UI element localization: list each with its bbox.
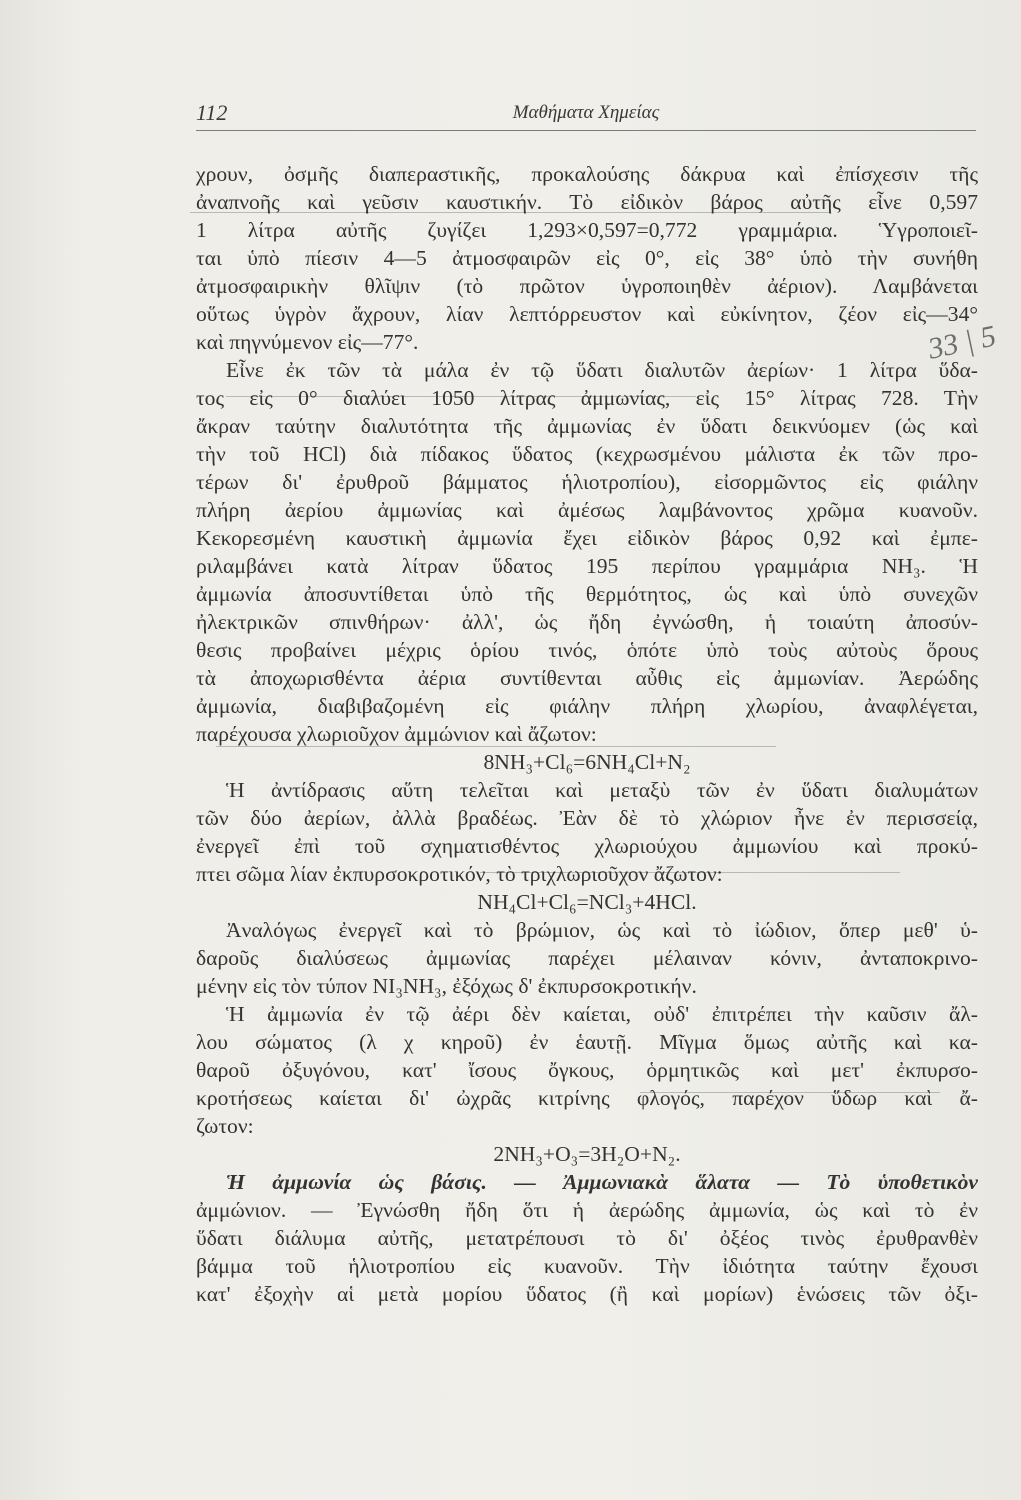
text-line: τέρων δι' ἐρυθροῦ βάμματος ἡλιοτροπίου), εἰσορμῶντος εἰς φιάλην <box>196 470 978 494</box>
body-text <box>196 160 978 1308</box>
text-line: πτει σῶμα λίαν ἐκπυρσοκροτικόν, τὸ τριχλωριοῦχον ἄζωτον: <box>196 862 723 886</box>
equation-line: 8NH₃+Cl₆=6NH₄Cl+N₂ <box>483 750 691 774</box>
page-header <box>196 96 976 131</box>
text-line: τῶν δύο ἀερίων, ἀλλὰ βραδέως. Ἐὰν δὲ τὸ χλώριον ἦνε ἐν περισσείᾳ, <box>196 806 978 830</box>
text-line: κροτήσεως καίεται δι' ὠχρᾶς κιτρίνης φλογός, παρέχον ὕδωρ καὶ ἄ- <box>196 1086 978 1110</box>
text-line: Εἶνε ἐκ τῶν τὰ μάλα ἐν τῷ ὕδατι διαλυτῶν ἀερίων· 1 λίτρα ὕδα- <box>226 358 978 382</box>
text-line: τος εἰς 0° διαλύει 1050 λίτρας ἀμμωνίας, εἰς 15° λίτρας 728. Τὴν <box>196 386 978 410</box>
text-line: κατ' ἐξοχὴν αἱ μετὰ μορίου ὕδατος (ἢ καὶ μορίων) ἑνώσεις τῶν ὀξι- <box>196 1282 978 1306</box>
text-line: ζωτον: <box>196 1114 254 1138</box>
text-line: δαροῦς διαλύσεως ἀμμωνίας παρέχει μέλαιναν κόνιν, ἀνταποκρινο- <box>196 946 978 970</box>
running-title: Μαθήματα Χημείας <box>512 102 660 123</box>
text-line: ἄκραν ταύτην διαλυτότητα τῆς ἀμμωνίας ἐν ὕδατι δεικνύομεν (ὡς καὶ <box>196 414 978 438</box>
equation-line: NH₄Cl+Cl₆=NCl₃+4HCl. <box>477 890 697 914</box>
text-line: ἐνεργεῖ ἐπὶ τοῦ σχηματισθέντος χλωριούχου ἀμμωνίου καὶ προκύ- <box>196 834 978 858</box>
text-line: Κεκορεσμένη καυστικὴ ἀμμωνία ἔχει εἰδικὸν βάρος 0,92 καὶ ἐμπε- <box>196 526 978 550</box>
text-line: ἠλεκτρικῶν σπινθήρων· ἀλλ', ὡς ἤδη ἐγνώσθη, ἡ τοιαύτη ἀποσύν- <box>196 610 978 634</box>
text-line: οὕτως ὑγρὸν ἄχρουν, λίαν λεπτόρρευστον καὶ εὐκίνητον, ζέον εἰς—34° <box>196 302 978 326</box>
text-line: ὕδατι διάλυμα αὐτῆς, μετατρέπουσι τὸ δι' ὀξέος τινὸς ἐρυθρανθὲν <box>196 1226 978 1250</box>
text-line: ριλαμβάνει κατὰ λίτραν ὕδατος 195 περίπου γραμμάρια NH₃. Ἡ <box>196 554 978 578</box>
text-line: θεσις προβαίνει μέχρις ὁρίου τινός, ὁπότε ὑπὸ τοὺς αὐτοὺς ὅρους <box>196 638 978 662</box>
text-line: πλήρη ἀερίου ἀμμωνίας καὶ ἀμέσως λαμβάνοντος χρῶμα κυανοῦν. <box>196 498 978 522</box>
text-line: Ἡ ἀντίδρασις αὕτη τελεῖται καὶ μεταξὺ τῶν ἐν ὕδατι διαλυμάτων <box>226 778 978 802</box>
text-line: ἀναπνοῆς καὶ γεῦσιν καυστικήν. Τὸ εἰδικὸν βάρος αὐτῆς εἶνε 0,597 <box>196 190 978 214</box>
text-line: βάμμα τοῦ ἡλιοτροπίου εἰς κυανοῦν. Τὴν ἰδιότητα ταύτην ἔχουσι <box>196 1254 978 1278</box>
text-line: ἀμμωνία ἀποσυντίθεται ὑπὸ τῆς θερμότητος, ὡς καὶ ὑπὸ συνεχῶν <box>196 582 978 606</box>
text-line: ται ὑπὸ πίεσιν 4—5 ἀτμοσφαιρῶν εἰς 0°, εἰς 38° ὑπὸ τὴν συνήθη <box>196 246 978 270</box>
text-line: ἀτμοσφαιρικὴν θλῖψιν (τὸ πρῶτον ὑγροποιηθὲν ἀέριον). Λαμβάνεται <box>196 274 978 298</box>
text-line: τὰ ἀποχωρισθέντα ἀέρια συντίθενται αὖθις εἰς ἀμμωνίαν. Ἀερώδης <box>196 666 978 690</box>
text-line: Ἀναλόγως ἐνεργεῖ καὶ τὸ βρώμιον, ὡς καὶ τὸ ἰώδιον, ὅπερ μεθ' ὑ- <box>226 918 978 942</box>
text-line: ἀμμώνιον. — Ἐγνώσθη ἤδη ὅτι ἡ ἀερώδης ἀμμωνία, ὡς καὶ τὸ ἐν <box>196 1198 978 1222</box>
text-line: Ἡ ἀμμωνία ἐν τῷ ἀέρι δὲν καίεται, οὐδ' ἐπιτρέπει τὴν καῦσιν ἄλ- <box>226 1002 978 1026</box>
text-line: καὶ πηγνύμενον εἰς—77°. <box>196 330 419 354</box>
page-number: 112 <box>196 100 228 125</box>
text-line: θαροῦ ὀξυγόνου, κατ' ἴσους ὄγκους, ὁρμητικῶς καὶ μετ' ἐκπυρσο- <box>196 1058 978 1082</box>
text-line: μένην εἰς τὸν τύπον NI₃NH₃, ἐξόχως δ' ἐκπυρσοκροτικήν. <box>196 974 697 998</box>
text-line: ἀμμωνία, διαβιβαζομένη εἰς φιάλην πλήρη χλωρίου, ἀναφλέγεται, <box>196 694 978 718</box>
text-line: χρουν, ὀσμῆς διαπεραστικῆς, προκαλούσης δάκρυα καὶ ἐπίσχεσιν τῆς <box>196 162 978 186</box>
text-line: Ἡ ἀμμωνία ὡς βάσις. — Ἀμμωνιακὰ ἅλατα — Τὸ ὑποθετικὸν <box>226 1170 978 1194</box>
handwritten-margin-note: 33 | 5 <box>925 319 999 366</box>
text-line: τὴν τοῦ HCl) διὰ πίδακος ὕδατος (κεχρωσμένου μάλιστα ἐκ τῶν προ- <box>196 442 978 466</box>
equation-line: 2NH₃+O₃=3H₂O+N₂. <box>493 1142 681 1166</box>
text-line: λου σώματος (λ χ κηροῦ) ἐν ἑαυτῇ. Μῖγμα ὅμως αὐτῆς καὶ κα- <box>196 1030 978 1054</box>
text-line: 1 λίτρα αὐτῆς ζυγίζει 1,293×0,597=0,772 γραμμάρια. Ὑγροποιεῖ- <box>196 218 978 242</box>
text-line: παρέχουσα χλωριοῦχον ἀμμώνιον καὶ ἄζωτον: <box>196 722 597 746</box>
